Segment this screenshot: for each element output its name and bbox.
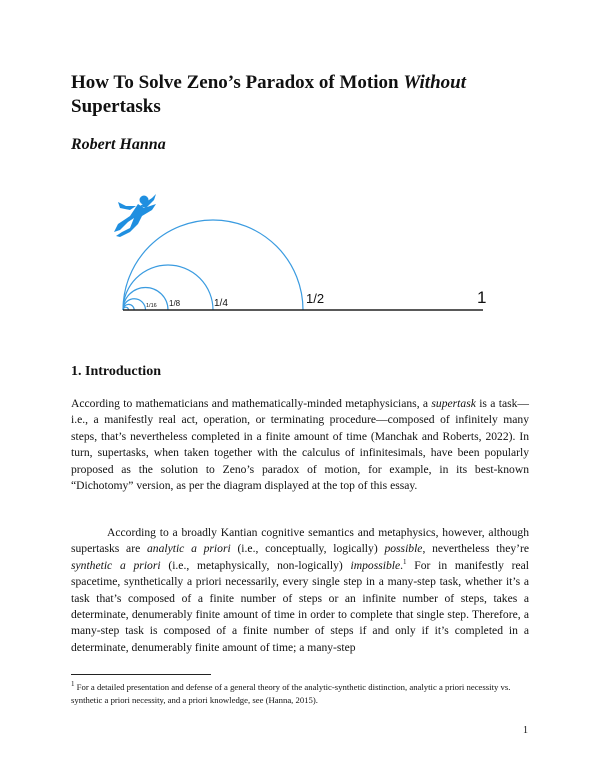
- runner-icon: [114, 194, 156, 237]
- zeno-dichotomy-diagram: [100, 186, 500, 316]
- label-eighth: 1/8: [169, 299, 181, 308]
- section-heading: 1. Introduction: [71, 364, 161, 379]
- label-sixteenth: 1/16: [146, 303, 157, 309]
- footnote-number: 1: [71, 680, 75, 689]
- p2-text-4: (i.e., metaphysically, non-logically): [160, 558, 351, 572]
- label-one: 1: [477, 288, 487, 307]
- p2-italic-3: synthetic a priori: [71, 558, 161, 572]
- arc-half: [123, 220, 303, 310]
- arc-quarter: [123, 265, 213, 310]
- p2-italic-4: impossible: [350, 558, 401, 572]
- footnote-text: For a detailed presentation and defense of a general theory of the analytic-synthetic distinction, analytic a priori necessity vs. synthetic a priori necessity, and a priori knowledge, see (Hanna, 2015).: [71, 682, 511, 705]
- title-part-2: Supertasks: [71, 96, 161, 117]
- footnote: [71, 681, 531, 706]
- label-half: 1/2: [306, 291, 325, 306]
- p1-text-1: According to mathematicians and mathematically-minded metaphysicians, a: [71, 397, 432, 410]
- p2-italic-2: possible: [384, 542, 423, 556]
- p2-text-5: .: [400, 558, 404, 572]
- paragraph-1: [71, 396, 529, 494]
- label-quarter: 1/4: [214, 298, 228, 309]
- p2-text-6: For in manifestly real spacetime, synthetically a priori necessarily, every single step in a many-step task, whether it’s a task that’s composed of a finite number of steps or an infinite number of steps, takes a determinate, denumerably finite amount of time in order to complete that single step. Therefore, a many-step task is composed of a finite number of steps if and only if it’s completed in a determinate, denumerably finite amount of time; a many-step: [71, 558, 529, 654]
- footnote-divider: [71, 674, 211, 675]
- p2-text-1: According to a broadly Kantian cognitive semantics and metaphysics, however, although supertasks are: [71, 526, 529, 556]
- p2-text-2: (i.e., conceptually, logically): [230, 542, 385, 556]
- title-part-1: How To Solve Zeno’s Paradox of Motion: [71, 72, 404, 93]
- p1-text-2: is a task—i.e., a manifestly real act, operation, or terminating procedure—composed of infinitely many steps, that’s nevertheless completed in a finite amount of time (Manchak and Roberts, 2022). In turn, supertasks, when taken together with the calculus of infinitesimals, have been popularly proposed as the solution to Zeno’s paradox of motion, for example, in its best-known “Dichotomy” version, as per the diagram displayed at the top of this essay.: [71, 397, 530, 493]
- author-name: Robert Hanna: [71, 136, 166, 153]
- paragraph-2: [71, 525, 529, 656]
- page-number: 1: [523, 725, 528, 736]
- p2-text-3: , nevertheless they’re: [422, 542, 530, 556]
- p2-italic-1: analytic a priori: [146, 542, 231, 556]
- p1-italic-1: supertask: [431, 397, 476, 410]
- title-italic: Without: [403, 72, 467, 93]
- paper-title: [71, 71, 541, 119]
- footnote-ref[interactable]: 1: [403, 557, 407, 566]
